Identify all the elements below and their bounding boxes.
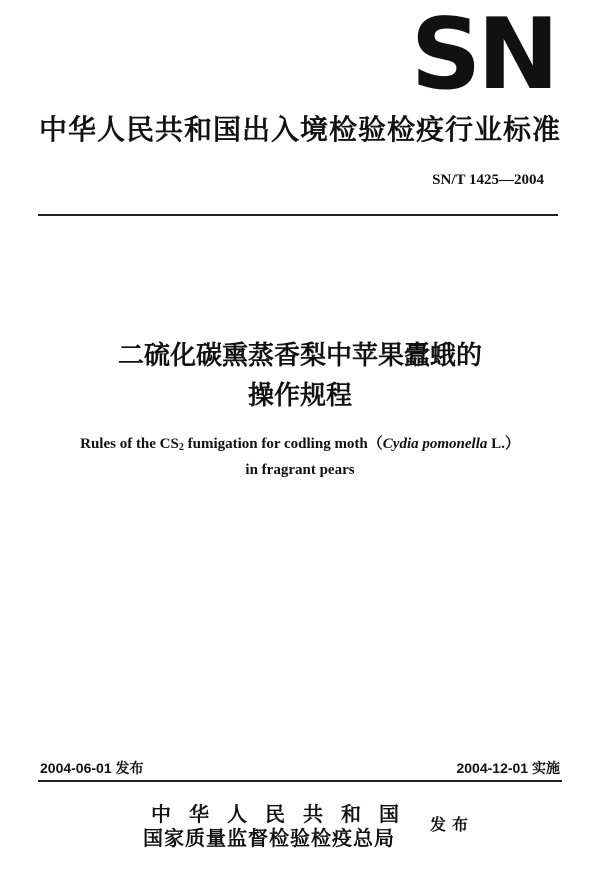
standard-code: SN/T 1425—2004	[432, 172, 544, 188]
english-title-line-2: in fragrant pears	[245, 462, 355, 478]
issuer-line-1: 中华人民共和国	[151, 802, 417, 826]
english-title-subscript: 2	[178, 442, 184, 453]
issuer-line-2: 国家质量监督检验检疫总局	[143, 826, 395, 850]
issue-date: 2004-06-01 发布	[40, 760, 144, 776]
implementation-date: 2004-12-01 实施	[456, 760, 560, 776]
header-divider	[38, 214, 558, 216]
footer-divider	[38, 780, 562, 782]
chinese-title-line-2: 操作规程	[247, 381, 352, 411]
english-title-species: Cydia pomonella	[382, 436, 488, 452]
sn-logo-graphic	[398, 12, 568, 98]
english-title-part-1: Rules of the CS	[80, 436, 179, 452]
english-title-part-3: L.）	[487, 436, 520, 452]
issuer-action: 发布	[430, 815, 475, 834]
english-title-line-1	[0, 432, 600, 460]
chinese-title-line-1: 二硫化碳熏蒸香梨中苹果蠹蛾的	[117, 341, 482, 371]
logo-text: SN	[410, 12, 556, 98]
sn-logo	[398, 12, 568, 98]
english-title-part-2: fumigation for codling moth（	[183, 436, 383, 452]
standard-category-title: 中华人民共和国出入境检验检疫行业标准	[38, 113, 561, 146]
